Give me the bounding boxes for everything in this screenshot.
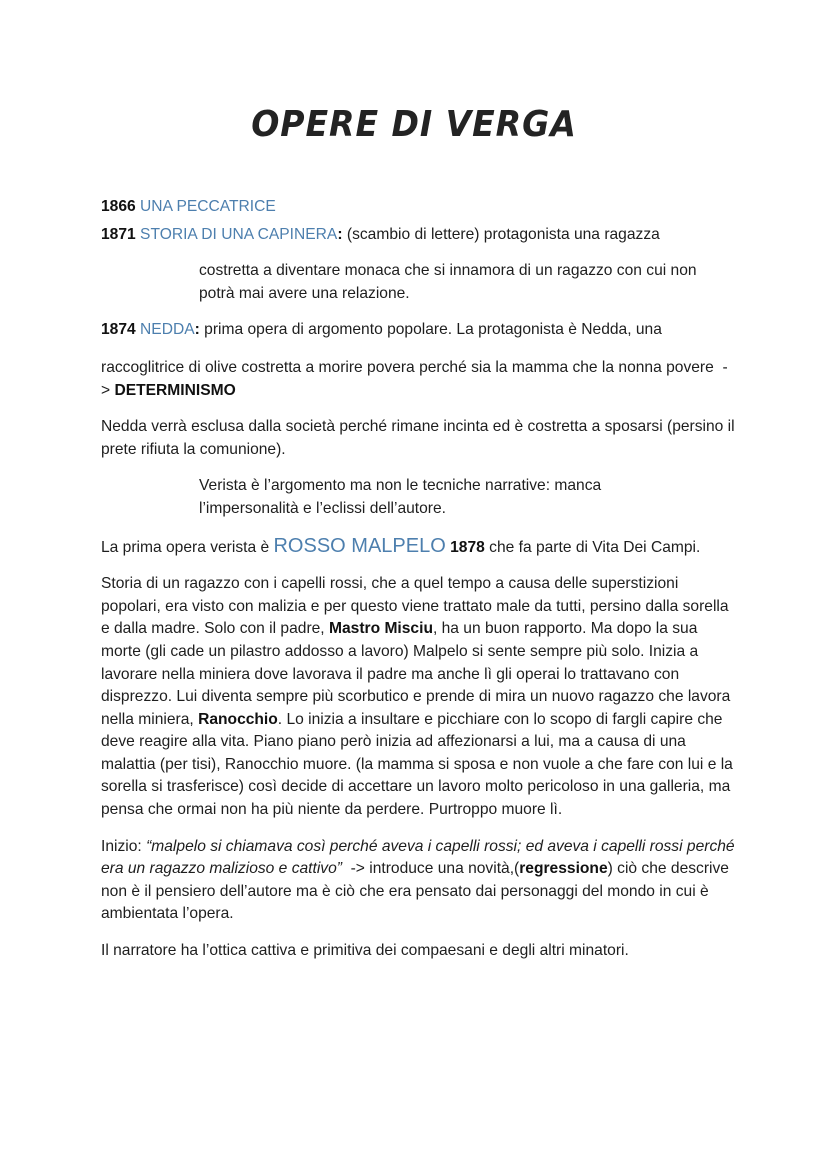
- entry-1871: [101, 224, 741, 247]
- malpelo-title: ROSSO MALPELO: [273, 534, 446, 557]
- continuation-text: raccoglitrice di olive costretta a morire povera perché sia la mamma che la nonna povere ->: [101, 358, 728, 399]
- malpelo-year: 1878: [450, 538, 485, 556]
- determinismo-keyword: DETERMINISMO: [114, 381, 236, 399]
- inizio-middle: -> introduce una novità,(: [341, 860, 520, 878]
- entry-year: 1866: [101, 198, 136, 215]
- entry-1874-note: Verista è l’argomento ma non le tecniche narrative: manca l’impersonalità e l’eclissi dell’autore.: [199, 477, 602, 517]
- inizio-quote: “malpelo si chiamava così perché aveva i capelli rossi; ed aveva i capelli rossi perché era un ragazzo malizioso e cattivo”: [101, 837, 735, 878]
- intro-after: che fa parte di Vita Dei Campi.: [484, 538, 701, 556]
- story-text: . Lo inizia a insultare e picchiare con lo scopo di fargli capire che deve reagire alla vita. Piano piano però inizia ad affezionarsi a lui, ma a causa di una malattia (per tisi), Ranocchio muore. (la mamma si sposa e non vuole a che fare con lui e la sorella si trasferisce) così decide di accettare un lavoro molto pericoloso in una galleria, ma pensa che ormai non ha più niente da perdere. Purtroppo muore lì.: [101, 710, 733, 819]
- malpelo-story: [101, 573, 741, 822]
- malpelo-intro: [101, 535, 741, 560]
- entry-1874-continuation: [101, 357, 741, 402]
- entry-1866: [101, 196, 741, 219]
- entry-work-title: NEDDA: [140, 321, 195, 339]
- nedda-paragraph: Nedda verrà esclusa dalla società perché rimane incinta ed è costretta a sposarsi (persino il prete rifiuta la comunione).: [101, 418, 735, 458]
- entry-1871-note: costretta a diventare monaca che si innamora di un ragazzo con cui non potrà mai avere una relazione.: [199, 262, 697, 302]
- intro-text: La prima opera verista è: [101, 538, 274, 556]
- story-text: , ha un buon rapporto. Ma dopo la sua morte (gli cade un pilastro addosso a lavoro) Malpelo si sente sempre più solo. Inizia a lavorare nella miniera dove lavorava il padre ma anche lì gli operai lo trattavano con disprezzo. Lui diventa sempre più scorbutico e prende di mira un nuovo ragazzo che lavora nella miniera,: [101, 620, 731, 728]
- inizio-label: Inizio:: [101, 837, 147, 855]
- entry-colon: :: [194, 321, 200, 339]
- mastro-misciu-name: Mastro Misciu: [328, 620, 433, 638]
- entry-year: 1874: [101, 321, 136, 339]
- entry-work-title: UNA PECCATRICE: [140, 198, 276, 215]
- entry-year: 1871: [101, 225, 136, 243]
- entry-work-title: STORIA DI UNA CAPINERA: [140, 225, 338, 243]
- regressione-keyword: regressione: [519, 860, 608, 878]
- closing-paragraph: Il narratore ha l’ottica cattiva e primitiva dei compaesani e degli altri minatori.: [101, 942, 629, 960]
- entry-description: (scambio di lettere) protagonista una ragazza: [342, 225, 660, 243]
- page-title: OPERE DI VERGA: [251, 104, 577, 145]
- document-body: [101, 196, 741, 963]
- entry-colon: :: [337, 225, 343, 243]
- inizio-after: ) ciò che descrive non è il pensiero dell’autore ma è ciò che era pensato dai personaggi del mondo in cui è ambientata l’opera.: [101, 860, 729, 923]
- entry-description: prima opera di argomento popolare. La protagonista è Nedda, una: [199, 321, 662, 339]
- entry-1874: [101, 319, 741, 342]
- ranocchio-name: Ranocchio: [198, 710, 278, 728]
- inizio-paragraph: [101, 836, 741, 926]
- story-text: Storia di un ragazzo con i capelli rossi, che a quel tempo a causa delle superstizioni popolari, era visto con malizia e per questo viene trattato male da tutti, persino dalla sorella e dalla madre. Solo con il padre,: [101, 575, 729, 638]
